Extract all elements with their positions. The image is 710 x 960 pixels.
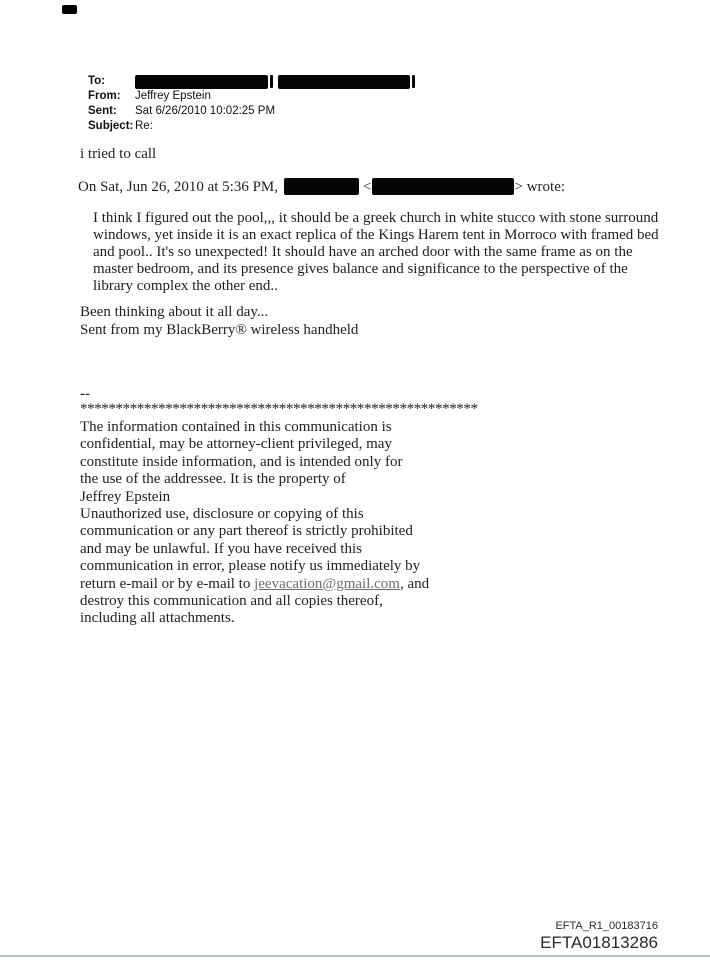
- redaction-bar: [278, 75, 410, 89]
- signature-separator: --: [80, 386, 90, 402]
- text-line: I think I figured out the pool,,, it should be a greek church in white stucco with stone surround: [93, 210, 659, 226]
- redaction-bracket: [270, 75, 273, 88]
- text-line-with-link: [80, 576, 429, 593]
- email-header: [88, 74, 415, 134]
- text-line: windows, yet inside it is an exact replica of the Kings Harem tent in Morroco with framed bed: [93, 227, 659, 243]
- message-opening-line: i tried to call: [80, 146, 157, 162]
- text-line: communication in error, please notify us immediately by: [80, 558, 421, 575]
- confidentiality-disclaimer: [80, 419, 429, 628]
- quote-attribution-line: [78, 178, 565, 196]
- subject-label: Subject:: [88, 120, 134, 132]
- link-line-prefix: return e-mail or by e-mail to: [80, 575, 255, 592]
- text-line: constitute inside information, and is intended only for: [80, 453, 403, 470]
- redaction-bar: [372, 178, 514, 195]
- text-line: destroy this communication and all copies thereof,: [80, 593, 383, 610]
- message-closing: [80, 304, 358, 339]
- text-line: and pool.. It's so unexpected! It should have an arched door with the same frame as on the: [93, 244, 633, 260]
- sent-label: Sent:: [88, 105, 117, 117]
- text-line: including all attachments.: [80, 610, 235, 627]
- text-line: the use of the addressee. It is the property of: [80, 471, 346, 488]
- text-line: communication or any part thereof is strictly prohibited: [80, 523, 413, 540]
- closing-line: Been thinking about it all day...: [80, 304, 269, 320]
- page-bottom-divider: [0, 955, 710, 957]
- text-line: confidential, may be attorney-client privileged, may: [80, 436, 392, 453]
- asterisk-divider: ********************************************************: [80, 401, 478, 417]
- sent-value: Sat 6/26/2010 10:02:25 PM: [135, 105, 276, 117]
- from-label: From:: [88, 90, 121, 102]
- attribution-open-bracket: <: [363, 179, 372, 195]
- subject-value: Re:: [135, 120, 153, 132]
- blackberry-signature-line: Sent from my BlackBerry® wireless handheld: [80, 321, 359, 338]
- link-line-suffix: , and: [399, 575, 430, 592]
- from-value: Jeffrey Epstein: [135, 90, 211, 102]
- redaction-bracket: [412, 75, 415, 88]
- header-row-sent: [88, 104, 415, 119]
- text-line: Unauthorized use, disclosure or copying of this: [80, 506, 364, 523]
- scan-artifact-mark: [62, 5, 77, 14]
- text-line: The information contained in this communication is: [80, 419, 392, 435]
- redaction-bar: [135, 75, 268, 89]
- bates-number-small: EFTA_R1_00183716: [555, 920, 658, 932]
- header-row-from: [88, 89, 415, 104]
- to-value-redacted: [135, 75, 415, 89]
- redaction-bar: [284, 178, 359, 195]
- to-label: To:: [88, 75, 106, 87]
- attribution-prefix: On Sat, Jun 26, 2010 at 5:36 PM,: [78, 179, 279, 195]
- quoted-paragraph: [93, 210, 659, 295]
- bates-stamps: [540, 920, 658, 952]
- text-line: library complex the other end..: [93, 278, 278, 294]
- bates-number-large: EFTA01813286: [540, 933, 658, 952]
- text-line: Jeffrey Epstein: [80, 488, 171, 505]
- header-row-subject: [88, 119, 415, 134]
- attribution-close: > wrote:: [514, 179, 566, 195]
- text-line: master bedroom, and its presence gives balance and significance to the perspective of the: [93, 261, 628, 277]
- text-line: and may be unlawful. If you have received this: [80, 540, 362, 557]
- header-row-to: [88, 74, 415, 89]
- email-link[interactable]: jeevacation@gmail.com: [254, 575, 400, 592]
